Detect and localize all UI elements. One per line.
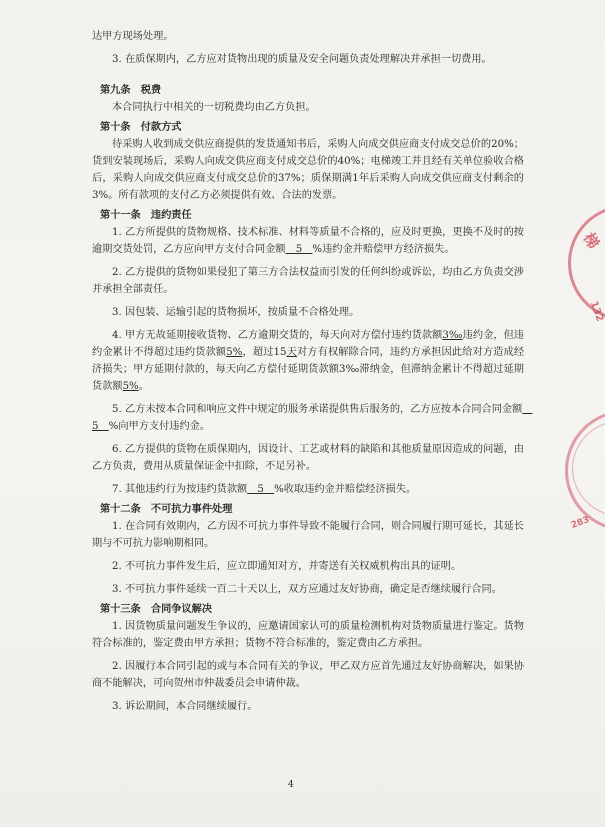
paragraph: 3. 在质保期内，乙方应对货物出现的质量及安全问题负责处理解决并承担一切费用。 [112,54,492,65]
section-heading-11: 第十一条 违约责任 [100,209,192,221]
paragraph: 达甲方现场处理。 [92,31,174,42]
seal-top-number: 132 [587,299,605,324]
clause-11-4: 4. 甲方无故延期接收货物、乙方逾期交货的，每天向对方偿付违约货款额3‰违约金，但违约金累计不得超过违约货款额5%，超过15天对方有权解除合同，违约方承担因此给对方造成经济损失；甲方延期付款的，每天向乙方偿付延期货款额3‰滞纳金，但滞纳金累计不得超过延期货款额5%。 [92,330,525,392]
clause-12-3: 3. 不可抗力事件延续一百二十天以上，双方应通过友好协商，确定是否继续履行合同。 [112,584,502,595]
clause-12-1: 1. 在合同有效期内，乙方因不可抗力事件导致不能履行合同，则合同履行期可延长，其延长期与不可抗力影响期相同。 [92,521,524,549]
clause-12-2: 2. 不可抗力事件发生后，应立即通知对方，并寄送有关权威机构出具的证明。 [112,561,462,572]
paragraph: 本合同执行中相关的一切税费均由乙方负担。 [112,102,316,113]
page-number: 4 [288,780,294,790]
clause-13-3: 3. 诉讼期间，本合同继续履行。 [112,701,258,712]
section-heading-13: 第十三条 合同争议解决 [100,603,213,615]
contract-body [92,28,533,715]
section-heading-12: 第十二条 不可抗力事件处理 [100,503,233,515]
clause-13-2: 2. 因履行本合同引起的或与本合同有关的争议，甲乙双方应首先通过友好协商解决，如果协商不能解决，可向贺州市仲裁委员会申请仲裁。 [92,661,524,689]
clause-11-5: 5. 乙方未按本合同和响应文件中规定的服务承诺提供售后服务的，乙方应按本合同合同金额 5 %向甲方支付违约金。 [92,404,533,432]
seal-top-text: 梯 [579,229,603,252]
section-heading-10: 第十条 付款方式 [100,121,182,133]
clause-11-3: 3. 因包装、运输引起的货物损坏，按质量不合格处理。 [112,307,360,318]
section-heading-9: 第九条 税费 [100,84,162,96]
clause-11-6: 6. 乙方提供的货物在质保期内，因设计、工艺或材料的缺陷和其他质量原因造成的问题，由乙方负责，费用从质量保证金中扣除，不足另补。 [92,444,524,472]
clause-11-7: 7. 其他违约行为按违约货款额 5 %收取违约金并赔偿经济损失。 [112,484,417,495]
paragraph: 待采购人收到成交供应商提供的发货通知书后，采购人向成交供应商支付成交总价的20%；货到安装现场后，采购人向成交供应商支付成交总价的40%；电梯竣工并且经有关单位验收合格后，采购人向成交供应商支付成交总价的37%；质保期满1年后采购人向成交供应商支付剩余的3%。所有款项的支付乙方必须提供有效、合法的发票。 [92,139,524,201]
clause-11-2: 2. 乙方提供的货物如果侵犯了第三方合法权益而引发的任何纠纷或诉讼，均由乙方负责交涉并承担全部责任。 [92,267,524,295]
clause-11-1: 1. 乙方所提供的货物规格、技术标准、材料等质量不合格的，应及时更换，更换不及时的按逾期交货处罚，乙方应向甲方支付合同金额 5 %违约金并赔偿甲方经济损失。 [92,227,524,255]
seal-bottom-number: 283 [569,515,591,531]
clause-13-1: 1. 因货物质量问题发生争议的，应邀请国家认可的质量检测机构对货物质量进行鉴定。货物符合标准的，鉴定费由甲方承担；货物不符合标准的，鉴定费由乙方承担。 [92,621,524,649]
